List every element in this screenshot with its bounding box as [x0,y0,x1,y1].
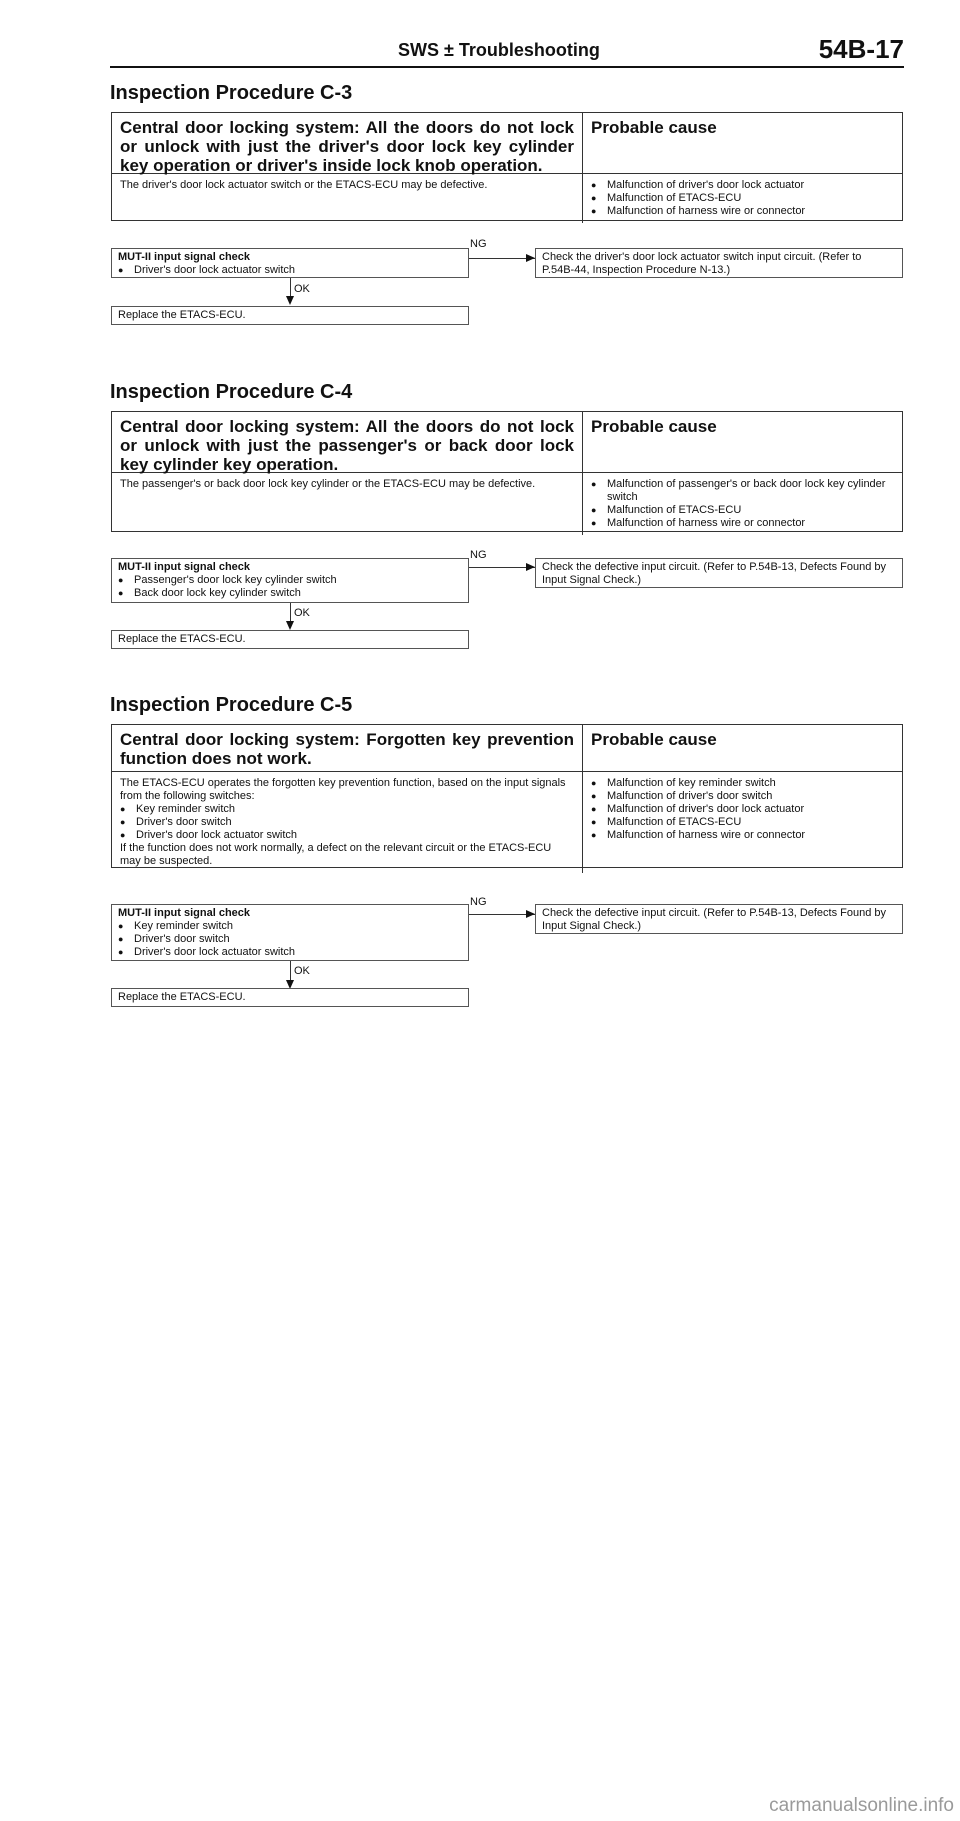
ng-action-box-c3 [535,248,903,278]
cause-item: ● Malfunction of key reminder switch [591,777,894,790]
ng-action: Check the defective input circuit. (Refer to P.54B-13, Defects Found by Input Signal Check.) [542,561,887,586]
probable-causes [582,174,902,223]
ng-action: Check the defective input circuit. (Refer to P.54B-13, Defects Found by Input Signal Check.) [542,907,887,932]
procedure-table-c5 [111,724,903,868]
check-item: ● Driver's door lock actuator switch [118,946,462,959]
arrow-down-icon [286,296,294,305]
trouble-condition: Central door locking system: Forgotten key prevention function does not work. [120,730,574,768]
cause-item: ● Malfunction of ETACS-ECU [591,504,894,517]
ng-label: NG [470,238,487,250]
probable-cause-header: Probable cause [582,412,902,472]
cause-item: ● Malfunction of harness wire or connector [591,517,894,530]
table-body-row [112,174,902,223]
trouble-condition: Central door locking system: All the doors do not lock or unlock with just the driver's door lock key cylinder key operation or driver's inside lock knob operation. [120,118,574,175]
table-body-row [112,772,902,873]
table-header-row [112,113,902,174]
ok-label: OK [294,283,310,295]
cause-item: ● Malfunction of harness wire or connector [591,829,894,842]
header-title: SWS ± Troubleshooting [398,40,600,60]
ok-action-box-c4 [111,630,469,649]
cause-item: ● Malfunction of driver's door lock actuator [591,179,894,192]
arrow-right-icon [526,254,535,262]
ng-action-box-c5 [535,904,903,934]
cause-item: ● Malfunction of harness wire or connector [591,205,894,218]
ok-connector [290,961,291,981]
ok-action-box-c5 [111,988,469,1007]
cause-item: ● Malfunction of driver's door lock actuator [591,803,894,816]
probable-cause-header: Probable cause [582,113,902,173]
check-title: MUT-II input signal check [118,251,251,263]
page-number: 54B-17 [818,34,904,64]
table-header-row [112,412,902,473]
arrow-down-icon [286,621,294,630]
ok-action: Replace the ETACS-ECU. [118,633,246,645]
trouble-description: The driver's door lock actuator switch or the ETACS-ECU may be defective. [120,179,488,191]
section-title-c5: Inspection Procedure C-5 [110,694,353,716]
cause-item: ● Malfunction of ETACS-ECU [591,816,894,829]
ok-label: OK [294,965,310,977]
description-item: ● Driver's door switch [120,816,574,829]
description-item: ● Key reminder switch [120,803,574,816]
check-title: MUT-II input signal check [118,907,251,919]
check-box-c3 [111,248,469,278]
procedure-table-c4 [111,411,903,532]
ng-label: NG [470,896,487,908]
cause-item: ● Malfunction of driver's door switch [591,790,894,803]
ok-action: Replace the ETACS-ECU. [118,991,246,1003]
ok-action: Replace the ETACS-ECU. [118,309,246,321]
probable-causes [582,473,902,535]
ok-connector [290,603,291,622]
table-header-row [112,725,902,772]
description-outro: If the function does not work normally, a defect on the relevant circuit or the ETACS-ECU may be suspected. [120,842,552,867]
check-title: MUT-II input signal check [118,561,251,573]
description-item: ● Driver's door lock actuator switch [120,829,574,842]
arrow-right-icon [526,910,535,918]
ok-connector [290,278,291,297]
arrow-right-icon [526,563,535,571]
procedure-table-c3 [111,112,903,221]
ng-action: Check the driver's door lock actuator switch input circuit. (Refer to P.54B-44, Inspection Procedure N-13.) [542,251,862,276]
section-title-c3: Inspection Procedure C-3 [110,82,353,104]
trouble-description [112,772,582,873]
check-item: ● Key reminder switch [118,920,462,933]
ok-action-box-c3 [111,306,469,325]
ok-label: OK [294,607,310,619]
check-item: ● Driver's door switch [118,933,462,946]
table-body-row [112,473,902,535]
ng-label: NG [470,549,487,561]
probable-causes [582,772,902,873]
watermark-text: carmanualsonline.info [769,1795,954,1816]
description-intro: The ETACS-ECU operates the forgotten key prevention function, based on the input signals from the following switches: [120,777,566,802]
check-box-c5 [111,904,469,961]
ng-action-box-c4 [535,558,903,588]
check-item: ● Back door lock key cylinder switch [118,587,462,600]
check-item: ● Driver's door lock actuator switch [118,264,462,277]
check-item: ● Passenger's door lock key cylinder switch [118,574,462,587]
section-title-c4: Inspection Procedure C-4 [110,381,353,403]
check-box-c4 [111,558,469,603]
cause-item: ● Malfunction of passenger's or back door lock key cylinder switch [591,478,894,504]
trouble-condition: Central door locking system: All the doors do not lock or unlock with just the passenger's or back door lock key cylinder key operation. [120,417,574,474]
probable-cause-header: Probable cause [582,725,902,771]
header-rule [110,66,904,68]
cause-item: ● Malfunction of ETACS-ECU [591,192,894,205]
page-header [110,34,904,68]
trouble-description: The passenger's or back door lock key cylinder or the ETACS-ECU may be defective. [120,478,536,490]
